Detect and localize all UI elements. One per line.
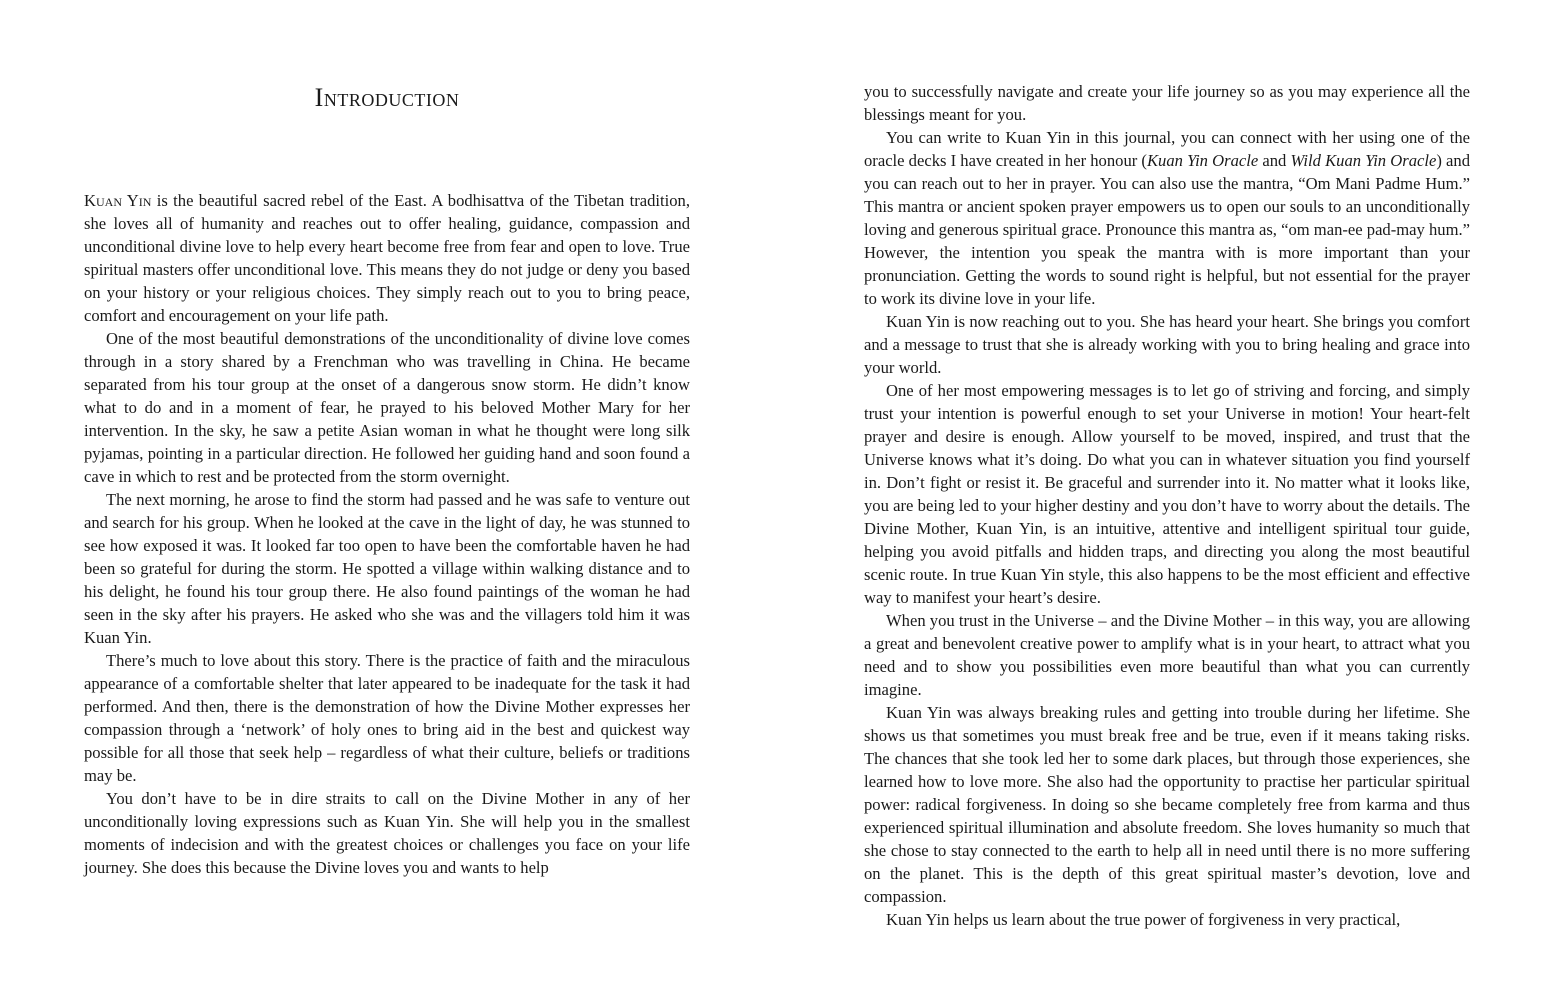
left-page-body [84, 189, 690, 879]
paragraph-reaching-out: Kuan Yin is now reaching out to you. She has heard your heart. She brings you comfort and a message to trust that she is already working with you to bring healing and grace into your world. [864, 312, 1470, 377]
paragraph-empowering-messages: One of her most empowering messages is to let go of striving and forcing, and simply trust your intention is powerful enough to set your Universe in motion! Your heart-felt prayer and desire is enough. Allow yourself to be moved, inspired, and trust that the Universe knows what it’s doing. Do what you can in whatever situation you find yourself in. Don’t fight or resist it. Be graceful and surrender into it. No matter what it looks like, you are being led to your higher destiny and you don’t have to worry about the details. The Divine Mother, Kuan Yin, is an intuitive, attentive and intelligent spiritual tour guide, helping you avoid pitfalls and hidden traps, and directing you along the most beautiful scenic route. In true Kuan Yin style, this also happens to be the most efficient and effective way to manifest your heart’s desire. [864, 381, 1470, 607]
paragraph-next-morning: The next morning, he arose to find the storm had passed and he was safe to venture out and search for his group. When he looked at the cave in the light of day, he was stunned to see how exposed it was. It looked far too open to have been the comfortable haven he had been so grateful for during the storm. He spotted a village within walking distance and to his delight, he found his tour group there. He also found paintings of the woman he had seen in the sky after his prayers. He asked who she was and the villagers told him it was Kuan Yin. [84, 490, 690, 647]
opening-lead-words: Kuan Yin [84, 191, 152, 210]
left-page [84, 0, 690, 879]
right-page [864, 80, 1470, 931]
oracle-text-2: and [1258, 151, 1291, 170]
opening-paragraph-text: is the beautiful sacred rebel of the East. A bodhisattva of the Tibetan tradition, she loves all of humanity and reaches out to offer healing, guidance, compassion and unconditional divine love to help every heart become free from fear and open to love. True spiritual masters offer unconditional love. This means they do not judge or deny you based on your history or your religious choices. They simply reach out to you to bring peace, comfort and encouragement on your life path. [84, 191, 690, 325]
opening-paragraph [84, 189, 690, 327]
paragraph-breaking-rules: Kuan Yin was always breaking rules and getting into trouble during her lifetime. She shows us that sometimes you must break free and be true, even if it means taking risks. The chances that she took led her to some dark places, but through those experiences, she learned how to love more. She also had the opportunity to practise her particular spiritual power: radical forgiveness. In doing so she became completely free from karma and thus experienced spiritual illumination and absolute freedom. She loves humanity so much that she chose to stay connected to the earth to help all in need until there is no more suffering on the planet. This is the depth of this great spiritual master’s devotion, love and compassion. [864, 703, 1470, 906]
paragraph-call-on-mother: You don’t have to be in dire straits to call on the Divine Mother in any of her unconditionally loving expressions such as Kuan Yin. She will help you in the smallest moments of indecision and with the greatest choices or challenges you face on your life journey. She does this because the Divine loves you and wants to help [84, 789, 690, 877]
chapter-title: Introduction [314, 83, 460, 112]
paragraph-oracle-decks [864, 126, 1470, 310]
continued-paragraph: you to successfully navigate and create your life journey so as you may experience all the blessings meant for you. [864, 82, 1470, 124]
oracle-text-3: ) and you can reach out to her in prayer. You can also use the mantra, “Om Mani Padme Hum.” This mantra or ancient spoken prayer empowers us to open our souls to an unconditionally loving and generous spiritual grace. Pronounce this mantra as, “om man-ee pad-may hum.” However, the intention you speak the mantra with is more important than your pronunciation. Getting the words to sound right is helpful, but not essential for the prayer to work its divine love in your life. [864, 151, 1470, 308]
oracle-deck-title-2: Wild Kuan Yin Oracle [1290, 151, 1437, 170]
oracle-deck-title-1: Kuan Yin Oracle [1146, 151, 1259, 170]
paragraph-frenchman-story: One of the most beautiful demonstrations of the unconditionality of divine love comes through in a story shared by a Frenchman who was travelling in China. He became separated from his tour group at the onset of a dangerous snow storm. He didn’t know what to do and in a moment of fear, he prayed to his beloved Mother Mary for her intervention. In the sky, he saw a petite Asian woman in what he thought were long silk pyjamas, pointing in a particular direction. He followed her guiding hand and soon found a cave in which to rest and be protected from the storm overnight. [84, 329, 690, 486]
paragraph-story-reflection: There’s much to love about this story. There is the practice of faith and the miraculous appearance of a comfortable shelter that later appeared to be inadequate for the task it had performed. And then, there is the demonstration of how the Divine Mother expresses her compassion through a ‘network’ of holy ones to bring aid in the best and quickest way possible for all those that seek help – regardless of what their culture, beliefs or traditions may be. [84, 651, 690, 785]
oracle-text-1: You can write to Kuan Yin in this journal, you can connect with her using one of the oracle decks I have created in her honour ( [864, 128, 1470, 170]
paragraph-forgiveness: Kuan Yin helps us learn about the true power of forgiveness in very practical, [886, 910, 1401, 929]
paragraph-trust-universe: When you trust in the Universe – and the Divine Mother – in this way, you are allowing a great and benevolent creative power to amplify what is in your heart, to attract what you need and to show you possibilities even more beautiful than what you can currently imagine. [864, 611, 1470, 699]
